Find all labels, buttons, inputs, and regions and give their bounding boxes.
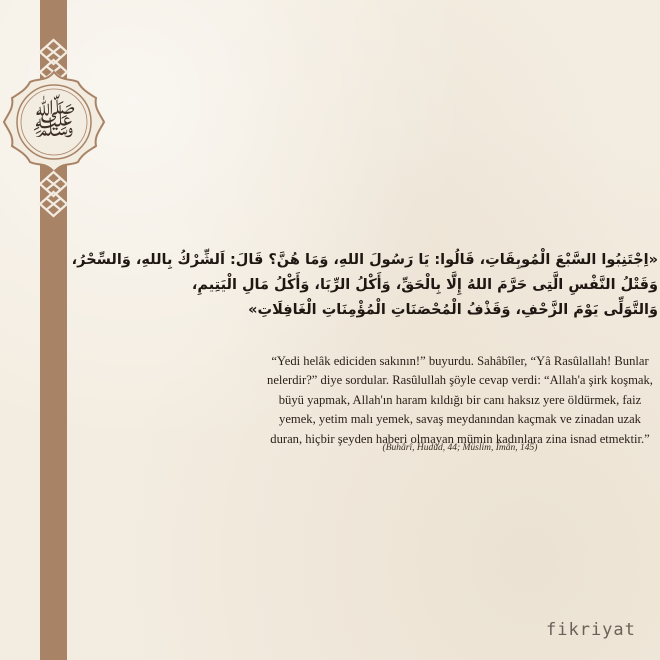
hadith-translation: “Yedi helâk ediciden sakının!” buyurdu. Sahâbîler, “Yâ Rasûlallah! Bunlar nelerdir?” diye sordular. Rasûlullah şöyle cevap verdi: “Allah'a şirk koşmak, büyü yapmak, Allah'ın haram kıldığı bir canı haksız yere öldürmek, faiz yemek, yetim malı yemek, savaş meydanından kaçmak ve zinadan uzak duran, hiçbir şeyden haberi olmayan mümin kadınlara zina isnad etmektir.”: [267, 354, 653, 446]
hadith-source: (Buhârî, Hudûd, 44; Müslim, Îmân, 145): [382, 443, 538, 453]
calligraphy-medallion: [0, 68, 108, 176]
arabic-line-2: وَقَتْلُ النَّفْسِ الَّتِى حَرَّمَ اللهُ إِلَّا بِالْحَقِّ، وَأَكْلُ الرِّبَا، وَأَكْلُ مَالِ الْيَتِيمِ،: [191, 277, 658, 293]
hadith-arabic-block: [71, 248, 658, 323]
arabic-line-1: «اِجْتَنِبُوا السَّبْعَ الْمُوبِقَاتِ، قَالُوا: يَا رَسُولَ اللهِ، وَمَا هُنَّ؟ قَالَ: اَلشِّرْكُ بِاللهِ، وَالسِّحْرُ،: [71, 252, 658, 268]
knot-ornament-bottom: [36, 170, 71, 218]
medallion-calligraphy: ﷺ: [31, 99, 77, 143]
arabic-line-3: وَالتَّوَلِّى يَوْمَ الزَّحْفِ، وَقَذْفُ الْمُحْصَنَاتِ الْمُؤْمِنَاتِ الْغَافِلَاتِ»: [248, 302, 658, 318]
hadith-arabic: [71, 248, 658, 323]
brand-logo: fikriyat: [546, 620, 636, 640]
